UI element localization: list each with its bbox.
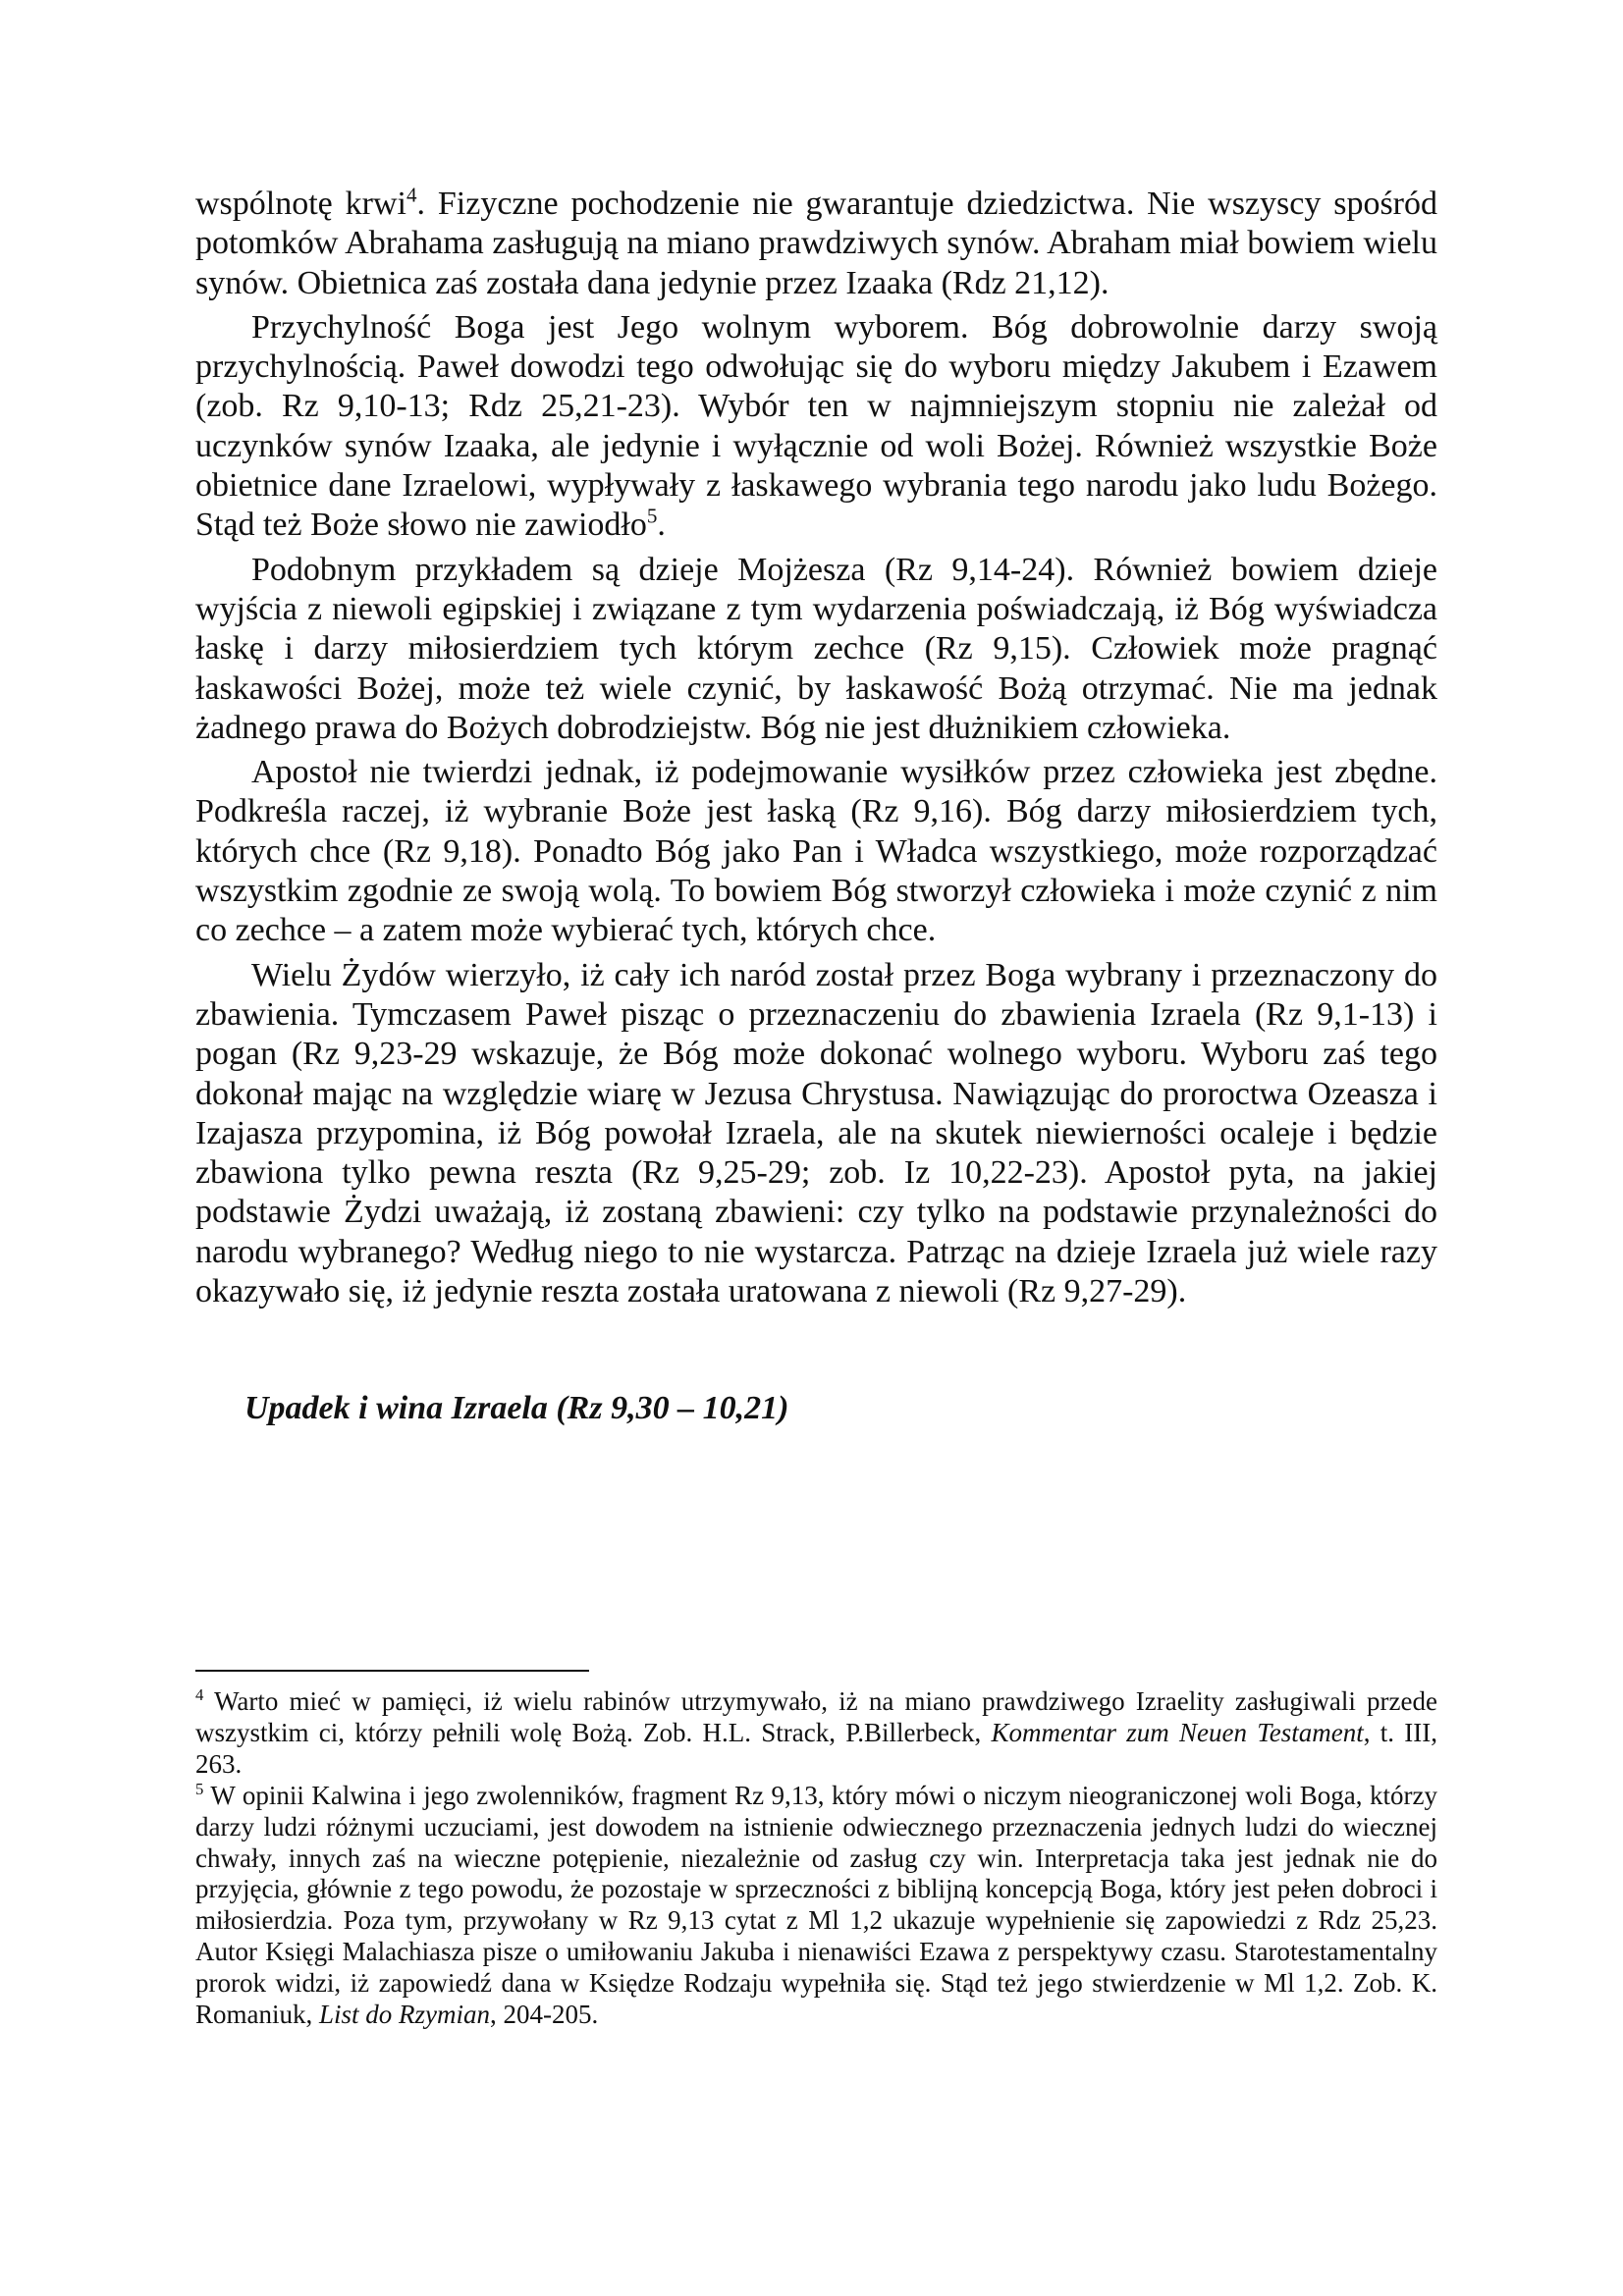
footnote-4-number: 4 <box>195 1685 204 1704</box>
section-heading: Upadek i wina Izraela (Rz 9,30 – 10,21) <box>244 1390 789 1427</box>
footnote-5 <box>195 1781 1437 2031</box>
footnote-5-number: 5 <box>195 1779 204 1798</box>
footnote-separator <box>195 1670 589 1672</box>
paragraph-1-text-end: . Fizyczne pochodzenie nie gwarantuje dziedzictwa. Nie wszyscy spośród potomków Abrahama zasługują na miano prawdziwych synów. Abraham miał bowiem wielu synów. Obietnica zaś została dana jedynie przez Izaaka (Rdz 21,12). <box>195 186 1438 301</box>
footnote-ref-4[interactable]: 4 <box>406 183 417 207</box>
footnotes <box>195 1686 1437 2031</box>
paragraph-1-text: wspólnotę krwi <box>195 186 406 222</box>
footnote-5-title: List do Rzymian <box>319 2000 491 2030</box>
footnote-ref-5[interactable]: 5 <box>646 505 658 529</box>
footnote-5-text: W opinii Kalwina i jego zwolenników, fragment Rz 9,13, który mówi o niczym nieograniczonej woli Boga, którzy darzy ludzi różnymi uczuciami, jest dowodem na istnienie odwiecznego przeznaczenia jednych ludzi do wiecznej chwały, innych zaś na wieczne potępienie, niezależnie od zasług czy win. Interpretacja taka jest jednak nie do przyjęcia, głównie z tego powodu, że pozostaje w sprzeczności z biblijną koncepcją Boga, który jest pełen dobroci i miłosierdzia. Poza tym, przywołany w Rz 9,13 cytat z Ml 1,2 ukazuje wypełnienie się zapowiedzi z Rdz 25,23. Autor Księgi Malachiasza pisze o umiłowaniu Jakuba i nienawiści Ezawa z perspektywy czasu. Starotestamentalny prorok widzi, iż zapowiedź dana w Księdze Rodzaju wypełniła się. Stąd też jego stwierdzenie w Ml 1,2. Zob. K. Romaniuk, <box>195 1780 1437 2030</box>
body-text <box>195 185 1437 1311</box>
footnote-4 <box>195 1686 1437 1781</box>
paragraph-2-text: Przychylność Boga jest Jego wolnym wyborem. Bóg dobrowolnie darzy swoją przychylnością. Paweł dowodzi tego odwołując się do wyboru między Jakubem i Ezawem (zob. Rz 9,10-13; Rdz 25,21-23). Wybór ten w najmniejszym stopniu nie zależał od uczynków synów Izaaka, ale jedynie i wyłącznie od woli Bożej. Również wszystkie Boże obietnice dane Izraelowi, wypływały z łaskawego wybrania tego narodu jako ludu Bożego. Stąd też Boże słowo nie zawiodło <box>195 308 1437 544</box>
paragraph-5: Wielu Żydów wierzyło, iż cały ich naród został przez Boga wybrany i przeznaczony do zbawienia. Tymczasem Paweł pisząc o przeznaczeniu do zbawienia Izraela (Rz 9,1-13) i pogan (Rz 9,23-29 wskazuje, że Bóg może dokonać wolnego wyboru. Wyboru zaś tego dokonał mając na względzie wiarę w Jezusa Chrystusa. Nawiązując do proroctwa Ozeasza i Izajasza przypomina, iż Bóg powołał Izraela, ale na skutek niewierności ocaleje i będzie zbawiona tylko pewna reszta (Rz 9,25-29; zob. Iz 10,22-23). Apostoł pyta, na jakiej podstawie Żydzi uważają, iż zostaną zbawieni: czy tylko na podstawie przynależności do narodu wybranego? Według niego to nie wystarcza. Patrząc na dzieje Izraela już wiele razy okazywało się, iż jedynie reszta została uratowana z niewoli (Rz 9,27-29). <box>195 956 1437 1310</box>
footnote-5-text-end: , 204-205. <box>490 2000 599 2030</box>
footnote-4-text-end: , t. III, 263. <box>195 1717 1437 1779</box>
page-content <box>195 185 1437 1428</box>
paragraph-3: Podobnym przykładem są dzieje Mojżesza (Rz 9,14-24). Również bowiem dzieje wyjścia z niewoli egipskiej i związane z tym wydarzenia poświadczają, iż Bóg wyświadcza łaskę i darzy miłosierdziem tych którym zechce (Rz 9,15). Człowiek może pragnąć łaskawości Bożej, może też wiele czynić, by łaskawość Bożą otrzymać. Nie ma jednak żadnego prawa do Bożych dobrodziejstw. Bóg nie jest dłużnikiem człowieka. <box>195 551 1437 746</box>
paragraph-2-text-end: . <box>657 507 666 544</box>
footnote-4-title: Kommentar zum Neuen Testament <box>991 1717 1364 1747</box>
paragraph-1 <box>195 185 1437 303</box>
paragraph-2 <box>195 308 1437 546</box>
footnote-4-text: Warto mieć w pamięci, iż wielu rabinów utrzymywało, iż na miano prawdziwego Izraelity zasługiwali przede wszystkim ci, którzy pełnili wolę Bożą. Zob. H.L. Strack, P.Billerbeck, <box>195 1686 1437 1747</box>
paragraph-4: Apostoł nie twierdzi jednak, iż podejmowanie wysiłków przez człowieka jest zbędne. Podkreśla raczej, iż wybranie Boże jest łaską (Rz 9,16). Bóg darzy miłosierdziem tych, których chce (Rz 9,18). Ponadto Bóg jako Pan i Władca wszystkiego, może rozporządzać wszystkim zgodnie ze swoją wolą. To bowiem Bóg stworzył człowieka i może czynić z nim co zechce – a zatem może wybierać tych, których chce. <box>195 754 1437 949</box>
